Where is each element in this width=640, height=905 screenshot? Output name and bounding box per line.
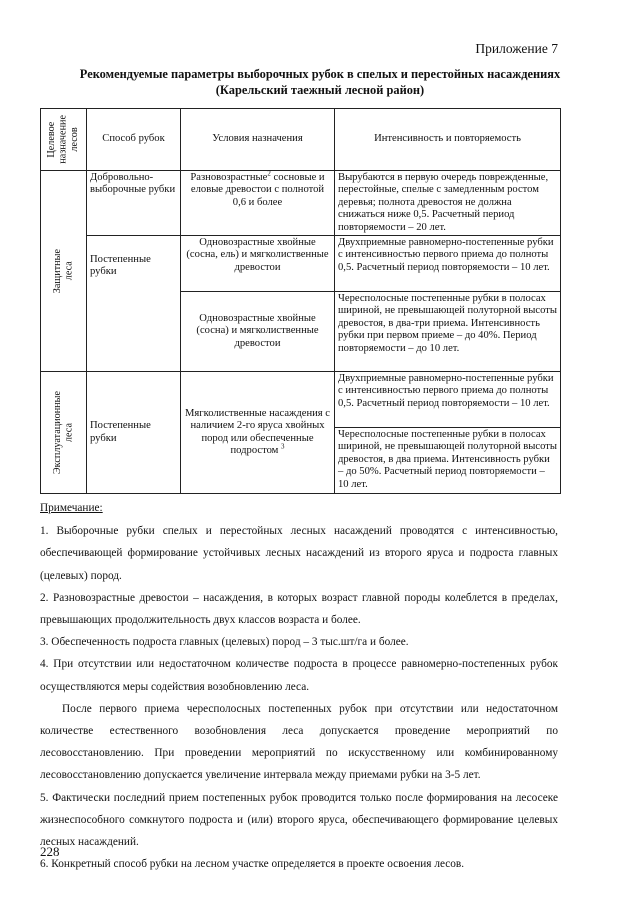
header-purpose <box>41 109 87 171</box>
appendix-label: Приложение 7 <box>475 41 558 56</box>
table-row <box>41 171 561 236</box>
notes-section <box>40 497 558 875</box>
header-intensity: Интенсивность и повторяемость <box>335 109 561 171</box>
header-method: Способ рубок <box>87 109 181 171</box>
header-purpose-line-1: Целевое <box>46 121 58 158</box>
conditions-uneven-aged-a: Разновозрастные <box>190 172 268 183</box>
purpose-exploitation-line-1: Эксплуатационные <box>52 391 63 475</box>
conditions-soft-leaved <box>181 372 335 494</box>
purpose-exploitation-line-2: леса <box>63 423 75 443</box>
notes-heading: Примечание: <box>40 502 103 514</box>
footnote-ref-2: 2 <box>267 169 271 178</box>
header-purpose-line-2: назначение <box>57 115 69 164</box>
table-row <box>41 372 561 428</box>
table-row <box>41 236 561 292</box>
parameters-table <box>40 108 561 494</box>
note-4: 4. При отсутствии или недостаточном количестве подроста в процессе равномерно-постепенных рубок осуществляются меры содействия возобновлению леса. <box>40 658 558 693</box>
intensity-selective: Вырубаются в первую очередь поврежденные, перестойные, спелые с замедленным ростом деревья; полнота древостоя не должна снижаться ниже 0,5. Расчетный период повторяемости – 20 лет. <box>335 171 561 236</box>
intensity-strip: Чересполосные постепенные рубки в полосах шириной, не превышающей полуторной высоты древостоя, в два-три приема. Интенсивность рубки при первом приеме – до 40%. Период повторяемости – до 10 лет. <box>335 292 561 372</box>
title-line-1: Рекомендуемые параметры выборочных рубок в спелых и перестойных насаждениях <box>79 67 561 81</box>
method-gradual-protective: Постепенные рубки <box>87 236 181 372</box>
page-number: 228 <box>40 844 60 859</box>
note-1: 1. Выборочные рубки спелых и перестойных лесных насаждений проводятся с интенсивностью, обеспечивающей формирование устойчивых лесных насаждений из второго яруса и подроста главных (целевых) пород. <box>40 525 558 582</box>
conditions-soft-leaved-text: Мягколиственные насаждения с наличием 2-го яруса хвойных пород или обеспеченные подростом <box>184 407 331 456</box>
conditions-uneven-aged-b: сосновые и еловые древостои с полнотой 0,6 и более <box>190 172 325 208</box>
note-5: 5. Фактически последний прием постепенных рубок проводится только после формирования на лесосеке жизнеспособного сомкнутого подроста и (или) второго яруса, обеспечивающего формирование целевых лесных насаждений. <box>40 791 558 849</box>
conditions-even-aged-coniferous: Одновозрастные хвойные (сосна, ель) и мягколиственные древостои <box>181 236 335 292</box>
note-4-continued: После первого приема чересполосных постепенных рубок при отсутствии или недостаточном количестве естественного возобновления леса допускается проведение мероприятий по лесовосстановлению. При проведении мероприятий по искусственному или комбинированному лесовосстановлению допускается увеличение интервала между приемами рубки на 3-5 лет. <box>40 702 558 782</box>
conditions-even-aged-pine: Одновозрастные хвойные (сосна) и мягколиственные древостои <box>181 292 335 372</box>
intensity-strip-exploitation: Чересполосные постепенные рубки в полосах шириной, не превышающей полуторной высоты древостоя, в два приема. Интенсивность рубки – до 50%. Расчетный период повторяемости – 10 лет. <box>335 428 561 494</box>
header-purpose-line-3: лесов <box>69 127 81 152</box>
purpose-protective-line-2: леса <box>63 261 75 281</box>
purpose-exploitation <box>41 372 87 494</box>
purpose-protective <box>41 171 87 372</box>
document-title <box>40 66 600 98</box>
method-selective: Добровольно-выборочные рубки <box>87 171 181 236</box>
note-2: 2. Разновозрастные древостои – насаждения, в которых возраст главной породы колеблется в пределах, превышающих продолжительность двух классов возраста и более. <box>40 591 558 627</box>
title-line-2: (Карельский таежный лесной район) <box>215 83 425 97</box>
footnote-ref-3: 3 <box>281 442 285 451</box>
purpose-protective-line-1: Защитные <box>52 248 63 294</box>
header-conditions: Условия назначения <box>181 109 335 171</box>
table-header-row <box>41 109 561 171</box>
note-6: 6. Конкретный способ рубки на лесном участке определяется в проекте освоения лесов. <box>40 858 465 871</box>
note-3: 3. Обеспеченность подроста главных (целевых) пород – 3 тыс.шт/га и более. <box>40 636 409 649</box>
intensity-two-stage-exploitation: Двухприемные равномерно-постепенные рубки с интенсивностью первого приема до полноты 0,5. Расчетный период повторяемости – 10 лет. <box>335 372 561 428</box>
method-gradual-exploitation: Постепенные рубки <box>87 372 181 494</box>
conditions-uneven-aged <box>181 171 335 236</box>
intensity-two-stage: Двухприемные равномерно-постепенные рубки с интенсивностью первого приема до полноты 0,5. Расчетный период повторяемости – 10 лет. <box>335 236 561 292</box>
